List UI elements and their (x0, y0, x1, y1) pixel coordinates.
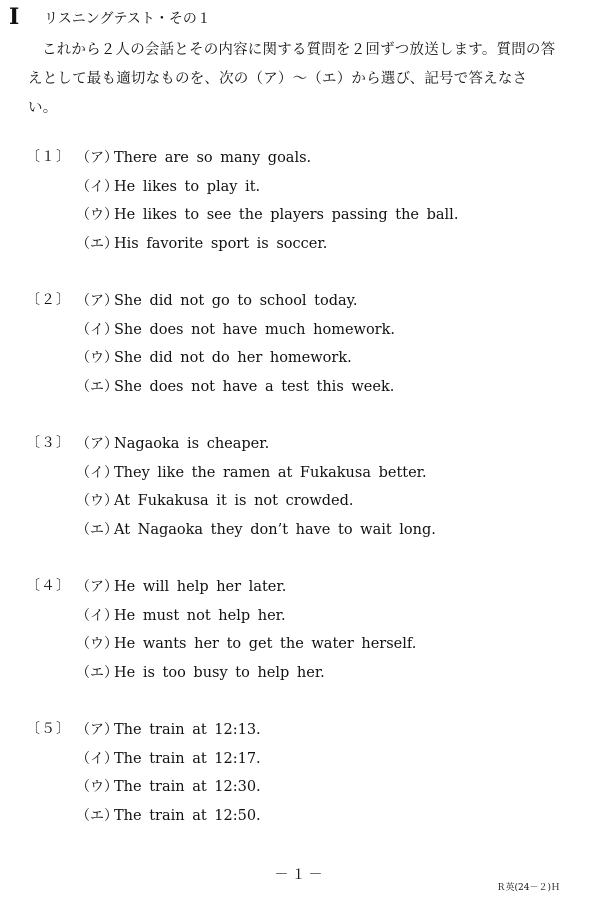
question-number: 〔４〕 (26, 578, 71, 594)
choice-label: （エ） (76, 664, 118, 681)
choice-label: （ア） (76, 722, 118, 738)
choice-label: （エ） (76, 807, 118, 824)
choice-text: He wants her to get the water herself. (114, 636, 417, 652)
choice-text: The train at 12:13. (114, 722, 261, 738)
choice-e (76, 658, 325, 687)
choice-text: He must not help her. (114, 607, 286, 624)
choice-text: Nagaoka is cheaper. (114, 436, 270, 452)
choice-u (76, 200, 458, 229)
choice-label: （イ） (76, 178, 118, 195)
choice-i (76, 744, 261, 773)
choice-a (76, 429, 269, 458)
choice-label: （イ） (76, 607, 118, 624)
choice-u (76, 629, 416, 658)
question-number: 〔５〕 (26, 721, 71, 737)
section-number: I (9, 4, 20, 30)
choice-label: （ウ） (76, 779, 118, 795)
choice-text: At Fukakusa it is not crowded. (114, 493, 354, 509)
choice-label: （ウ） (76, 636, 118, 652)
choice-label: （ウ） (76, 493, 118, 509)
choice-text: The train at 12:50. (114, 807, 261, 824)
choice-text: He likes to play it. (114, 178, 261, 195)
choice-i (76, 315, 395, 344)
choice-text: He likes to see the players passing the ball. (114, 207, 459, 223)
choice-text: The train at 12:17. (114, 750, 261, 767)
question-number: 〔２〕 (26, 292, 71, 308)
choice-label: （ア） (76, 293, 118, 309)
choice-text: There are so many goals. (114, 150, 312, 166)
section-title: リスニングテスト・その１ (44, 11, 211, 27)
choice-a (76, 286, 358, 315)
choice-label: （エ） (76, 378, 118, 395)
choice-text: She does not have a test this week. (114, 378, 395, 395)
choice-text: He will help her later. (114, 579, 287, 595)
choice-i (76, 601, 286, 630)
choice-i (76, 172, 260, 201)
choice-text: She does not have much homework. (114, 321, 395, 338)
choice-label: （イ） (76, 750, 118, 767)
choice-label: （ア） (76, 150, 118, 166)
choice-a (76, 572, 286, 601)
choice-u (76, 343, 352, 372)
choice-a (76, 715, 261, 744)
page-number: －１－ (274, 867, 326, 883)
choice-label: （イ） (76, 464, 118, 481)
choice-label: （ア） (76, 436, 118, 452)
choice-text: They like the ramen at Fukakusa better. (114, 464, 427, 481)
choice-label: （エ） (76, 521, 118, 538)
choice-label: （ウ） (76, 350, 118, 366)
choice-text: At Nagaoka they don’t have to wait long. (114, 521, 436, 538)
choice-text: She did not do her homework. (114, 350, 352, 366)
choice-label: （エ） (76, 235, 118, 252)
choice-text: The train at 12:30. (114, 779, 261, 795)
question-number: 〔１〕 (26, 149, 71, 165)
choice-e (76, 229, 327, 258)
choice-u (76, 772, 261, 801)
choice-a (76, 143, 311, 172)
choice-text: His favorite sport is soccer. (114, 235, 328, 252)
choice-label: （ウ） (76, 207, 118, 223)
choice-text: She did not go to school today. (114, 293, 358, 309)
choice-e (76, 372, 394, 401)
exam-code: Ｒ英(24－２)Ｈ (496, 883, 560, 893)
choice-label: （ア） (76, 579, 118, 595)
instructions-text: これから２人の会話とその内容に関する質問を２回ずつ放送します。質問の答えとして最も適切なものを、次の（ア）～（エ）から選び、記号で答えなさい。 (28, 42, 556, 116)
choice-e (76, 801, 261, 830)
choice-text: He is too busy to help her. (114, 664, 325, 681)
question-number: 〔３〕 (26, 435, 71, 451)
choice-e (76, 515, 436, 544)
choice-label: （イ） (76, 321, 118, 338)
choice-u (76, 486, 354, 515)
choice-i (76, 458, 427, 487)
